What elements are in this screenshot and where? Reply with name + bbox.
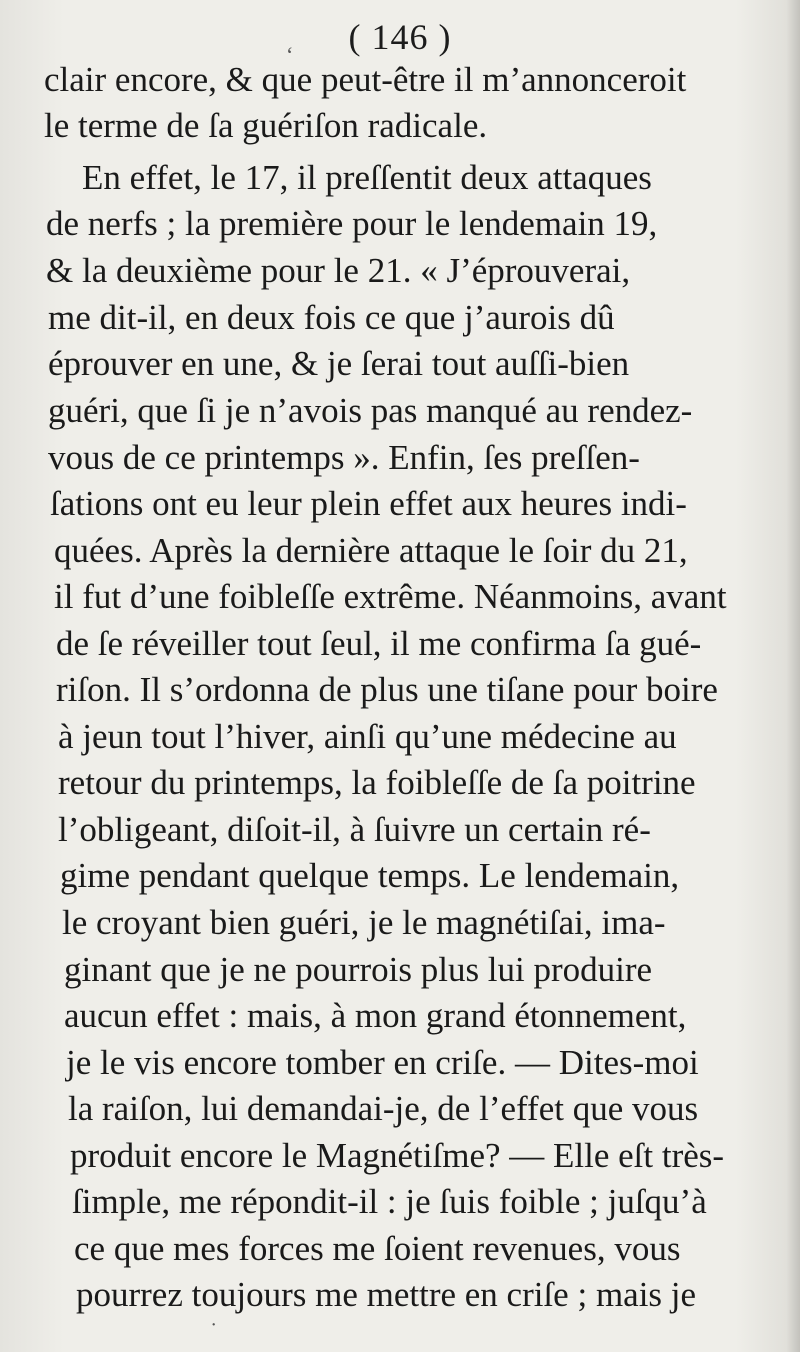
text-line-12: il fut d’une foibleſſe extrême. Néanmoins, avant [54, 577, 727, 616]
text-line-6: me dit-il, en deux fois ce que j’aurois dû [48, 298, 615, 337]
text-line-24: produit encore le Magnétiſme? — Elle eſt très- [70, 1136, 725, 1175]
text-line-2: le terme de ſa guériſon radicale. [44, 106, 488, 145]
text-line-19: le croyant bien guéri, je le magnétiſai, ima- [62, 903, 666, 942]
text-line-4: de nerfs ; la première pour le lendemain 19, [46, 204, 658, 243]
page-number: ( 146 ) [348, 17, 452, 57]
text-line-25: ſimple, me répondit-il : je ſuis foible ; juſqu’à [72, 1182, 707, 1221]
text-line-23: la raiſon, lui demandai-je, de l’effet que vous [68, 1089, 699, 1128]
text-line-15: à jeun tout l’hiver, ainſi qu’une médecine au [58, 717, 677, 756]
text-line-13: de ſe réveiller tout ſeul, il me confirma ſa gué- [56, 624, 702, 663]
text-line-1: clair encore, & que peut-être il m’annonceroit [44, 60, 687, 99]
text-line-3: En effet, le 17, il preſſentit deux attaques [82, 158, 652, 197]
text-line-22: je le vis encore tomber en criſe. — Dites-moi [66, 1043, 699, 1082]
text-line-18: gime pendant quelque temps. Le lendemain, [60, 856, 680, 895]
text-line-9: vous de ce printemps ». Enfin, ſes preſſen- [48, 438, 640, 477]
page-gutter-shadow [786, 0, 800, 1352]
text-line-11: quées. Après la dernière attaque le ſoir du 21, [54, 531, 688, 570]
text-line-5: & la deuxième pour le 21. « J’éprouverai, [46, 251, 631, 290]
text-line-17: l’obligeant, diſoit-il, à ſuivre un certain ré- [58, 810, 651, 849]
text-line-14: riſon. Il s’ordonna de plus une tiſane pour boire [56, 670, 718, 709]
ink-speck: ʻ [286, 42, 294, 67]
text-line-10: ſations ont eu leur plein effet aux heures indi- [50, 484, 687, 523]
text-line-26: ce que mes forces me ſoient revenues, vous [74, 1229, 681, 1268]
text-line-27: pourrez toujours me mettre en criſe ; mais je [76, 1275, 697, 1314]
text-line-8: guéri, que ſi je n’avois pas manqué au rendez- [48, 391, 693, 430]
text-line-7: éprouver en une, & je ſerai tout auſſi-bien [48, 344, 630, 383]
text-line-20: ginant que je ne pourrois plus lui produire [64, 950, 653, 989]
ink-speck: ˙ [210, 1318, 218, 1343]
text-line-21: aucun effet : mais, à mon grand étonnement, [64, 996, 687, 1035]
text-line-16: retour du printemps, la foibleſſe de ſa poitrine [58, 763, 696, 802]
